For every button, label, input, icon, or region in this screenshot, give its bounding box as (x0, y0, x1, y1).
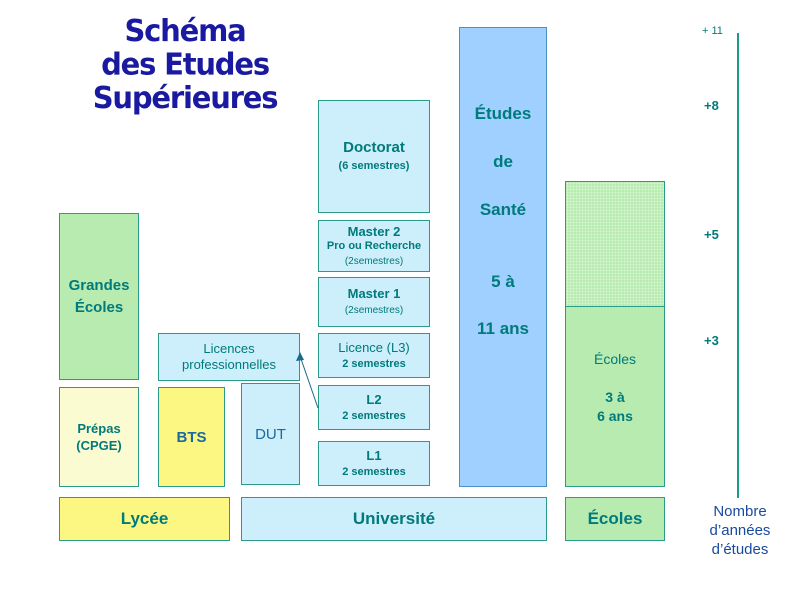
sante-box (459, 27, 547, 487)
years-axis-label (700, 502, 780, 559)
ecoles-extension-box (565, 181, 665, 307)
axis-label-line-2: d’années (709, 522, 771, 539)
title-line-1: Schéma (124, 12, 246, 49)
licence-l3-box (318, 333, 430, 378)
dut-box (241, 383, 300, 485)
ecoles-base-label: Écoles (587, 509, 643, 528)
l1-box (318, 441, 430, 486)
prepas-box (59, 387, 139, 487)
sante-line-2: de (493, 152, 513, 171)
axis-label-line-3: d’études (711, 541, 769, 558)
ecoles-duration-line-3: 6 ans (597, 408, 633, 424)
bts-box (158, 387, 225, 487)
ecoles-duration-line-2: 3 à (605, 389, 625, 405)
doctorat-label: Doctorat (343, 138, 405, 156)
master1-sub: (2semestres) (344, 305, 404, 316)
bts-label: BTS (176, 428, 207, 446)
scale-label-plus-8: +8 (704, 98, 719, 113)
licences-pro-box (158, 333, 300, 381)
licence-l3-sub: 2 semestres (342, 357, 406, 370)
universite-label: Université (352, 509, 436, 528)
title-line-2: des Etudes Supérieures (92, 46, 278, 116)
ecoles-duration-line-1: Écoles (593, 351, 637, 367)
licences-pro-line-1: Licences (203, 341, 255, 356)
l1-sub: 2 semestres (342, 465, 406, 478)
licence-l3-label: Licence (L3) (338, 339, 410, 355)
scale-label-plus-11: + 11 (702, 25, 723, 37)
master2-sub-1: Pro ou Recherche (326, 239, 422, 252)
master2-box (318, 220, 430, 272)
doctorat-box (318, 100, 430, 213)
master1-label: Master 1 (347, 286, 401, 301)
l1-label: L1 (366, 447, 382, 463)
lycee-box (59, 497, 230, 541)
prepas-line-1: Prépas (77, 421, 121, 436)
ecoles-base-box (565, 497, 665, 541)
doctorat-sub: (6 semestres) (338, 159, 410, 172)
licences-pro-line-2: professionnelles (182, 357, 276, 372)
scale-label-plus-3: +3 (704, 333, 719, 348)
diagram-title (30, 14, 340, 115)
years-axis-line (737, 33, 739, 498)
scale-label-plus-5: +5 (704, 227, 719, 242)
sante-line-4: 5 à (491, 272, 515, 291)
sante-line-3: Santé (479, 200, 527, 219)
grandes-ecoles-box (59, 213, 139, 380)
master2-sub-2: (2semestres) (344, 255, 404, 267)
l2-box (318, 385, 430, 430)
prepas-line-2: (CPGE) (76, 438, 122, 453)
grandes-ecoles-line-1: Grandes (68, 276, 130, 294)
sante-line-5: 11 ans (477, 319, 529, 338)
axis-label-line-1: Nombre (713, 503, 767, 520)
ecoles-duration-box (565, 306, 665, 487)
master1-box (318, 277, 430, 327)
sante-line-1: Études (474, 104, 532, 123)
universite-box (241, 497, 547, 541)
grandes-ecoles-line-2: Écoles (74, 298, 124, 316)
l2-sub: 2 semestres (342, 409, 406, 422)
master2-label: Master 2 (347, 223, 401, 239)
lycee-label: Lycée (120, 509, 169, 528)
l2-label: L2 (366, 391, 382, 407)
dut-label: DUT (255, 425, 286, 443)
